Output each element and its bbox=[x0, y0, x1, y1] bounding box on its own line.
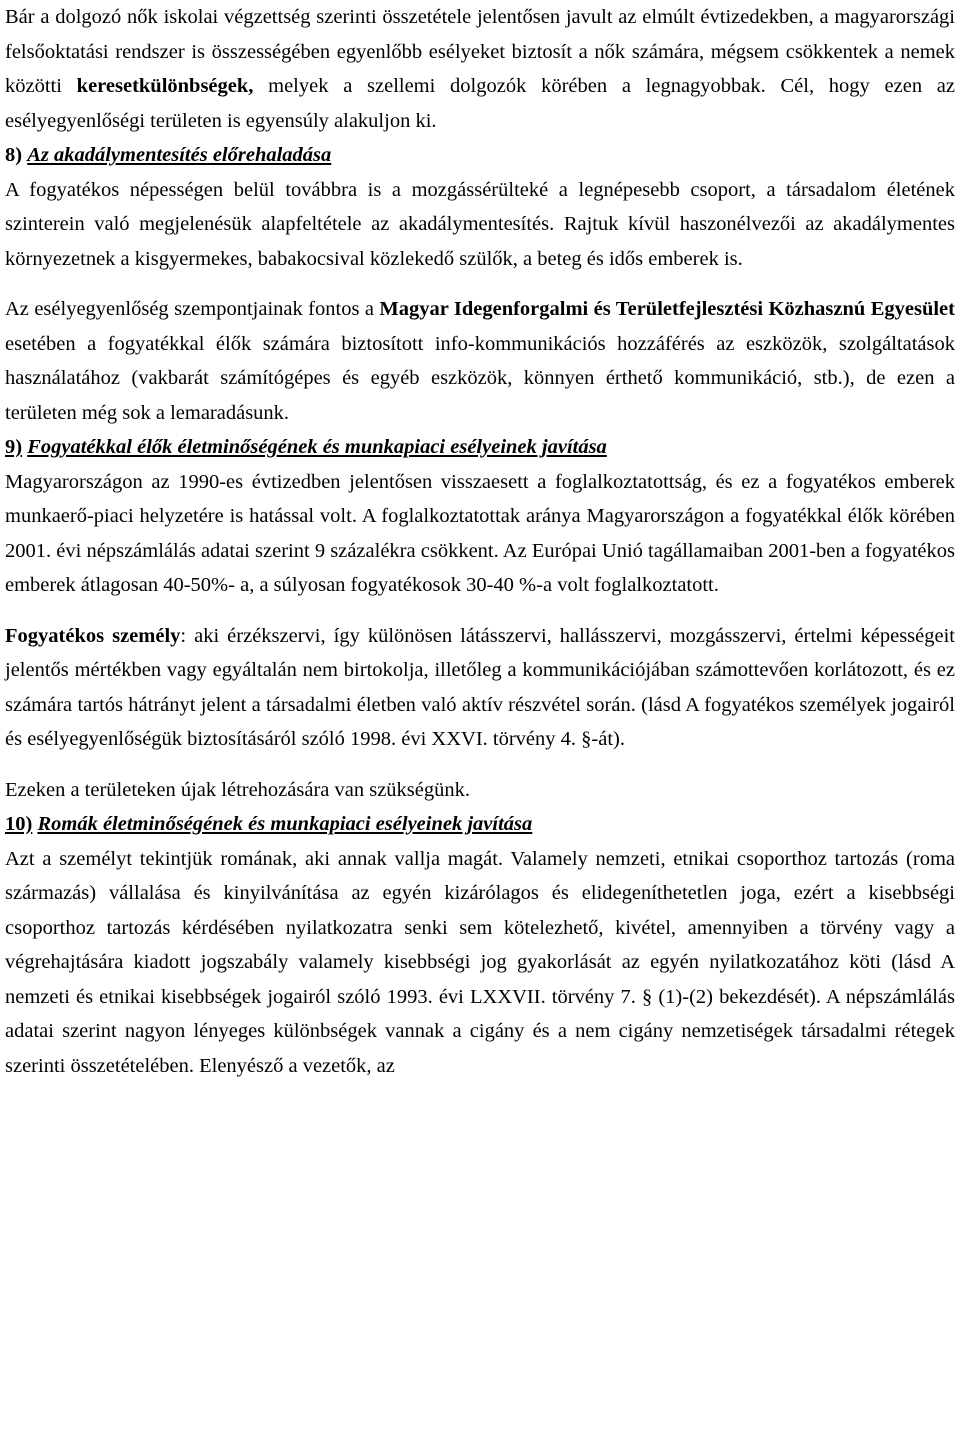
section-8-p2-pre: Az esélyegyenlőség szempontjainak fontos a bbox=[5, 298, 380, 320]
section-8-heading bbox=[5, 138, 955, 173]
section-9-paragraph-3: Ezeken a területeken újak létrehozására van szükségünk. bbox=[5, 778, 471, 801]
section-8-paragraph-2 bbox=[5, 292, 955, 430]
intro-text-pre: Bár a dolgozó nők iskolai végzettség szerinti összetétele jelentősen javult az elmúlt évtizedekben, a magyarországi felsőoktatási rendszer is összességében egyenlőbb esélyeket biztosít a nők számára, mégsem csökkentek a nemek közötti bbox=[5, 6, 955, 97]
section-9-heading bbox=[5, 430, 955, 465]
section-8-paragraph-1: A fogyatékos népességen belül továbbra is a mozgássérülteké a legnépesebb csoport, a társadalom életének szinterein való megjelenésük alapfeltétele az akadálymentesítés. Rajtuk kívül haszonélvezői az akadálymentes környezetnek a kisgyermekes, babakocsival közlekedő szülők, a beteg és idős emberek is. bbox=[5, 178, 955, 270]
intro-text-post: melyek a szellemi dolgozók körében a legnagyobbak. Cél, hogy ezen az esélyegyenlőségi területen is egyensúly alakuljon ki. bbox=[5, 75, 956, 132]
section-9-p2-post: : aki érzékszervi, így különösen látásszervi, hallásszervi, mozgásszervi, értelmi képességeit jelentős mértékben vagy egyáltalán nem birtokolja, illetőleg a kommunikációjában számottevően korlátozott, és ez számára tartós hátrányt jelent a társadalmi életben való aktív részvétel során. (lásd A fogyatékos személyek jogairól és esélyegyenlőségük biztosításáról szóló 1998. évi XXVI. törvény 4. §-át). bbox=[5, 624, 956, 750]
section-10-paragraph-1: Azt a személyt tekintjük romának, aki annak vallja magát. Valamely nemzeti, etnikai csoporthoz tartozás (roma származás) vállalása és kinyilvánítása az egyén kizárólagos és elidegeníthetetlen joga, ezért a kisebbségi csoporthoz tartozás kérdésében nyilatkozatra senki sem kötelezhető, kivétel, amennyiben a törvény vagy a végrehajtására kiadott jogszabály valamely kisebbségi jog gyakorlását az egyén nyilatkozatához köti (lásd A nemzeti és etnikai kisebbségek jogairól szóló 1993. évi LXXVII. törvény 7. § (1)-(2) bekezdését). A népszámlálás adatai szerint nagyon lényeges különbségek vannak a cigány és a nem cigány nemzetiségek társadalmi rétegek szerinti összetételében. Elenyésző a vezetők, az bbox=[5, 847, 955, 1077]
section-9-paragraph-1: Magyarországon az 1990-es évtizedben jelentősen visszaesett a foglalkoztatottság, és ez a fogyatékos emberek munkaerő-piaci helyzetére is hatással volt. A foglalkoztatottak aránya Magyarországon a fogyatékkal élők körében 2001. évi népszámlálás adatai szerint 9 százalékra csökkent. Az Európai Unió tagállamaiban 2001-ben a fogyatékos emberek átlagosan 40-50%- a, a súlyosan fogyatékosok 30-40 %-a volt foglalkoztatott. bbox=[5, 470, 955, 596]
section-10-heading bbox=[5, 807, 955, 842]
section-8-p2-bold: Magyar Idegenforgalmi és Területfejlesztési Közhasznú Egyesület bbox=[379, 298, 955, 320]
section-10-number: 10) bbox=[5, 813, 33, 835]
section-8-number: 8) bbox=[5, 144, 23, 166]
intro-paragraph bbox=[5, 0, 955, 138]
section-9-p2-bold: Fogyatékos személy bbox=[5, 624, 181, 647]
section-8-p2-post: esetében a fogyatékkal élők számára biztosított info-kommunikációs hozzáférés az eszközök, szolgáltatások használatához (vakbarát számítógépes és egyéb eszközök, könnyen érthető kommunikáció, stb.), de ezen a területen még sok a lemaradásunk. bbox=[5, 332, 955, 424]
section-9-paragraph-2 bbox=[5, 619, 955, 757]
section-10-title: Romák életminőségének és munkapiaci esélyeinek javítása bbox=[37, 813, 533, 835]
intro-text-bold: keresetkülönbségek, bbox=[76, 75, 254, 97]
section-9-number: 9) bbox=[5, 436, 23, 458]
section-9-title: Fogyatékkal élők életminőségének és munkapiaci esélyeinek javítása bbox=[27, 436, 607, 458]
section-8-title: Az akadálymentesítés előrehaladása bbox=[27, 144, 332, 166]
